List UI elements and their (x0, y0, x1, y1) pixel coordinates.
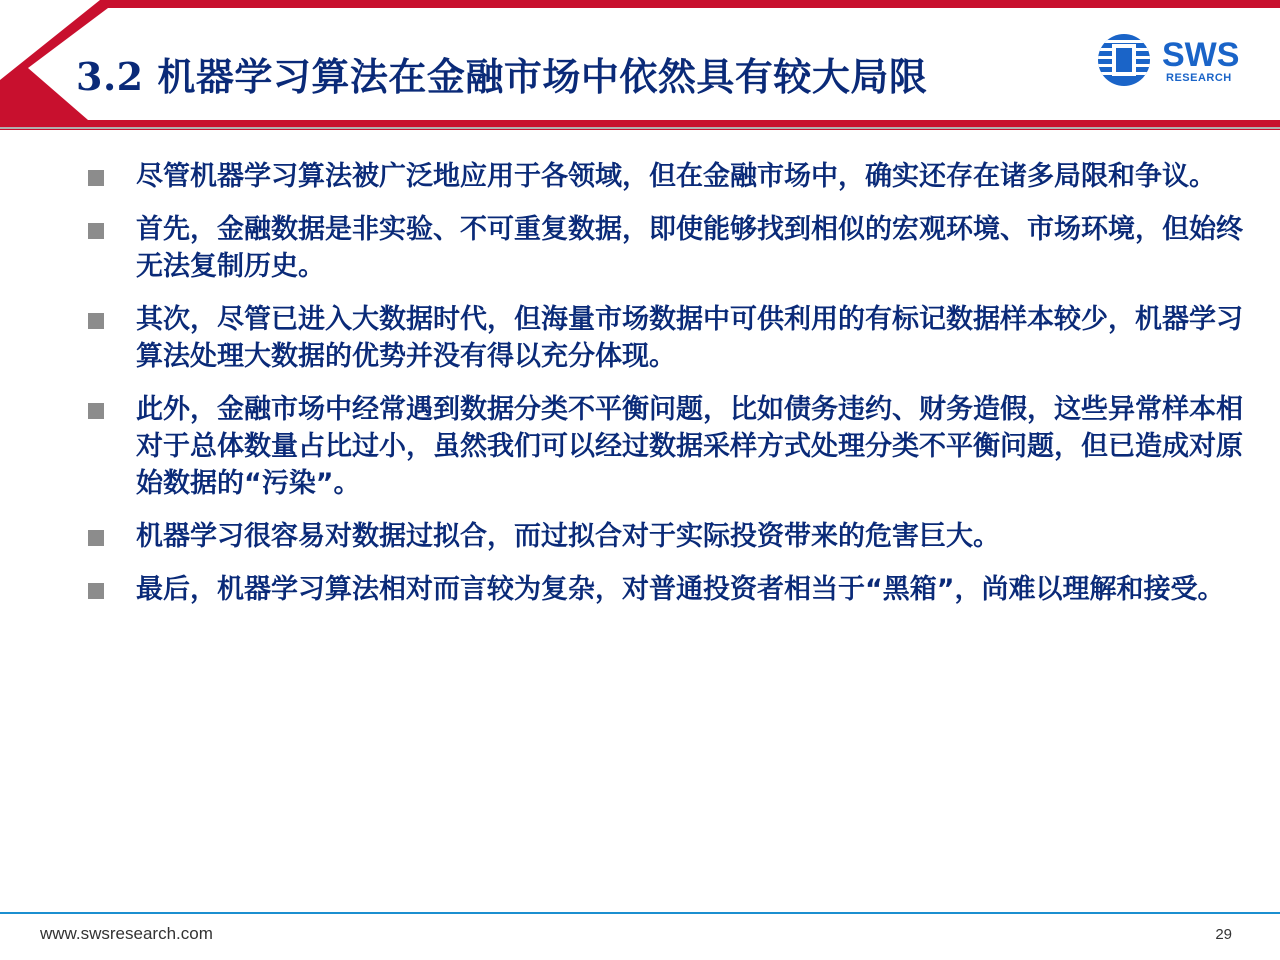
square-bullet-icon (88, 223, 104, 239)
list-item-text: 其次，尽管已进入大数据时代，但海量市场数据中可供利用的有标记数据样本较少，机器学习算法处理大数据的优势并没有得以充分体现。 (136, 304, 1243, 372)
list-item (86, 518, 1246, 555)
list-item-text: 尽管机器学习算法被广泛地应用于各领域，但在金融市场中，确实还存在诸多局限和争议。 (136, 161, 1216, 192)
bullet-list (86, 158, 1246, 624)
list-item (86, 158, 1246, 195)
slide-header (0, 0, 1280, 130)
list-item (86, 211, 1246, 285)
square-bullet-icon (88, 170, 104, 186)
square-bullet-icon (88, 313, 104, 329)
list-item-text: 最后，机器学习算法相对而言较为复杂，对普通投资者相当于“黑箱”，尚难以理解和接受。 (136, 574, 1225, 605)
sws-logo (1094, 32, 1254, 92)
list-item (86, 571, 1246, 608)
logo-text: SWS (1162, 36, 1240, 74)
square-bullet-icon (88, 530, 104, 546)
footer-divider (0, 912, 1280, 914)
page-number: 29 (1215, 926, 1232, 943)
footer-url-link[interactable]: www.swsresearch.com (40, 924, 213, 943)
page-title: 3.2 机器学习算法在金融市场中依然具有较大局限 (76, 54, 928, 99)
square-bullet-icon (88, 403, 104, 419)
square-bullet-icon (88, 583, 104, 599)
list-item (86, 391, 1246, 502)
list-item (86, 301, 1246, 375)
list-item-text: 此外，金融市场中经常遇到数据分类不平衡问题，比如债务违约、财务造假，这些异常样本相对于总体数量占比过小，虽然我们可以经过数据采样方式处理分类不平衡问题，但已造成对原始数据的“污染”。 (136, 394, 1243, 499)
logo-subtext: RESEARCH (1166, 72, 1232, 84)
sws-globe-icon (1094, 32, 1158, 88)
list-item-text: 首先，金融数据是非实验、不可重复数据，即使能够找到相似的宏观环境、市场环境，但始终无法复制历史。 (136, 214, 1243, 282)
list-item-text: 机器学习很容易对数据过拟合，而过拟合对于实际投资带来的危害巨大。 (136, 521, 1000, 552)
